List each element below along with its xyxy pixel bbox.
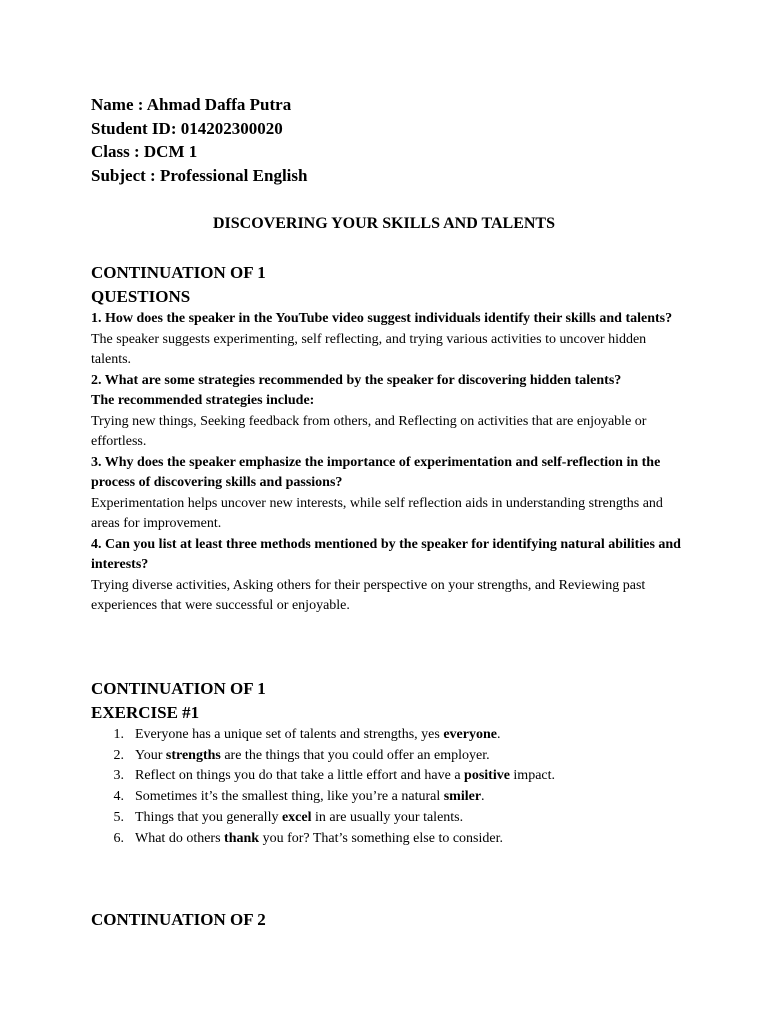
list-number: 3. <box>113 768 124 784</box>
list-text: Everyone has a unique set of talents and strengths, yes <box>135 727 444 742</box>
list-number: 6. <box>113 830 124 846</box>
list-text: in are usually your talents. <box>311 809 464 825</box>
questions-section <box>91 261 681 617</box>
list-keyword: thank <box>224 830 260 846</box>
list-number: 1. <box>113 727 124 742</box>
list-keyword: positive <box>464 768 510 784</box>
list-keyword: strengths <box>165 747 221 763</box>
list-item <box>91 746 691 767</box>
list-text: What do others <box>135 830 225 846</box>
list-item <box>91 829 691 850</box>
qa-item <box>91 535 681 617</box>
list-text: you for? That’s something else to consider. <box>259 830 503 846</box>
student-subject: Subject : Professional English <box>91 166 308 186</box>
list-text: Things that you generally <box>135 809 282 825</box>
list-item <box>91 766 691 787</box>
qa-item <box>91 453 681 535</box>
list-keyword: excel <box>281 809 312 825</box>
qa-item <box>91 371 681 453</box>
continuation-2-heading: CONTINUATION OF 2 <box>91 910 266 929</box>
list-keyword: smiler <box>443 789 482 805</box>
list-item <box>91 725 691 746</box>
questions-section-subheading: QUESTIONS <box>91 287 191 306</box>
student-id: Student ID: 014202300020 <box>91 118 283 138</box>
qa-question: 4. Can you list at least three methods mentioned by the speaker for identifying natural abilities and interests? <box>91 536 681 572</box>
student-name: Name : Ahmad Daffa Putra <box>91 95 292 114</box>
exercise-section <box>91 677 691 849</box>
qa-answer: Trying diverse activities, Asking others for their perspective on your strengths, and Reviewing past experiences that were successful or enjoyable. <box>91 577 646 613</box>
exercise-list <box>91 725 691 849</box>
qa-answer: The speaker suggests experimenting, self reflecting, and trying various activities to uncover hidden talents. <box>91 331 647 367</box>
document-title: DISCOVERING YOUR SKILLS AND TALENTS <box>212 215 555 232</box>
questions-section-heading: CONTINUATION OF 1 <box>91 263 266 282</box>
qa-question: 3. Why does the speaker emphasize the importance of experimentation and self-reflection in the process of discovering skills and passions? <box>91 454 661 490</box>
qa-answer: Experimentation helps uncover new interests, while self reflection aids in understanding strengths and areas for improvement. <box>91 495 663 531</box>
qa-question: 2. What are some strategies recommended by the speaker for discovering hidden talents? <box>91 372 622 388</box>
list-text: . <box>481 789 485 805</box>
list-text: Reflect on things you do that take a little effort and have a <box>135 768 465 784</box>
list-text: Sometimes it’s the smallest thing, like you’re a natural <box>135 789 444 805</box>
list-item <box>91 808 691 829</box>
qa-question: 1. How does the speaker in the YouTube video suggest individuals identify their skills and talents? <box>91 311 673 326</box>
list-text: are the things that you could offer an employer. <box>220 747 490 763</box>
student-info-header <box>91 93 307 188</box>
list-item <box>91 787 691 808</box>
list-text: impact. <box>509 768 556 784</box>
continuation-2-section <box>91 908 266 932</box>
list-text: Your <box>135 747 166 763</box>
list-number: 4. <box>113 789 124 805</box>
qa-answer-lead: The recommended strategies include: <box>91 393 315 408</box>
list-number: 2. <box>113 747 124 763</box>
exercise-section-subheading: EXERCISE #1 <box>91 703 200 722</box>
student-class: Class : DCM 1 <box>91 142 198 162</box>
list-keyword: everyone <box>443 727 497 742</box>
list-text: . <box>496 727 501 742</box>
list-number: 5. <box>113 809 124 825</box>
qa-answer: Trying new things, Seeking feedback from others, and Reflecting on activities that are enjoyable or effortless. <box>91 413 647 449</box>
qa-item <box>91 309 681 371</box>
exercise-section-heading: CONTINUATION OF 1 <box>91 679 266 698</box>
